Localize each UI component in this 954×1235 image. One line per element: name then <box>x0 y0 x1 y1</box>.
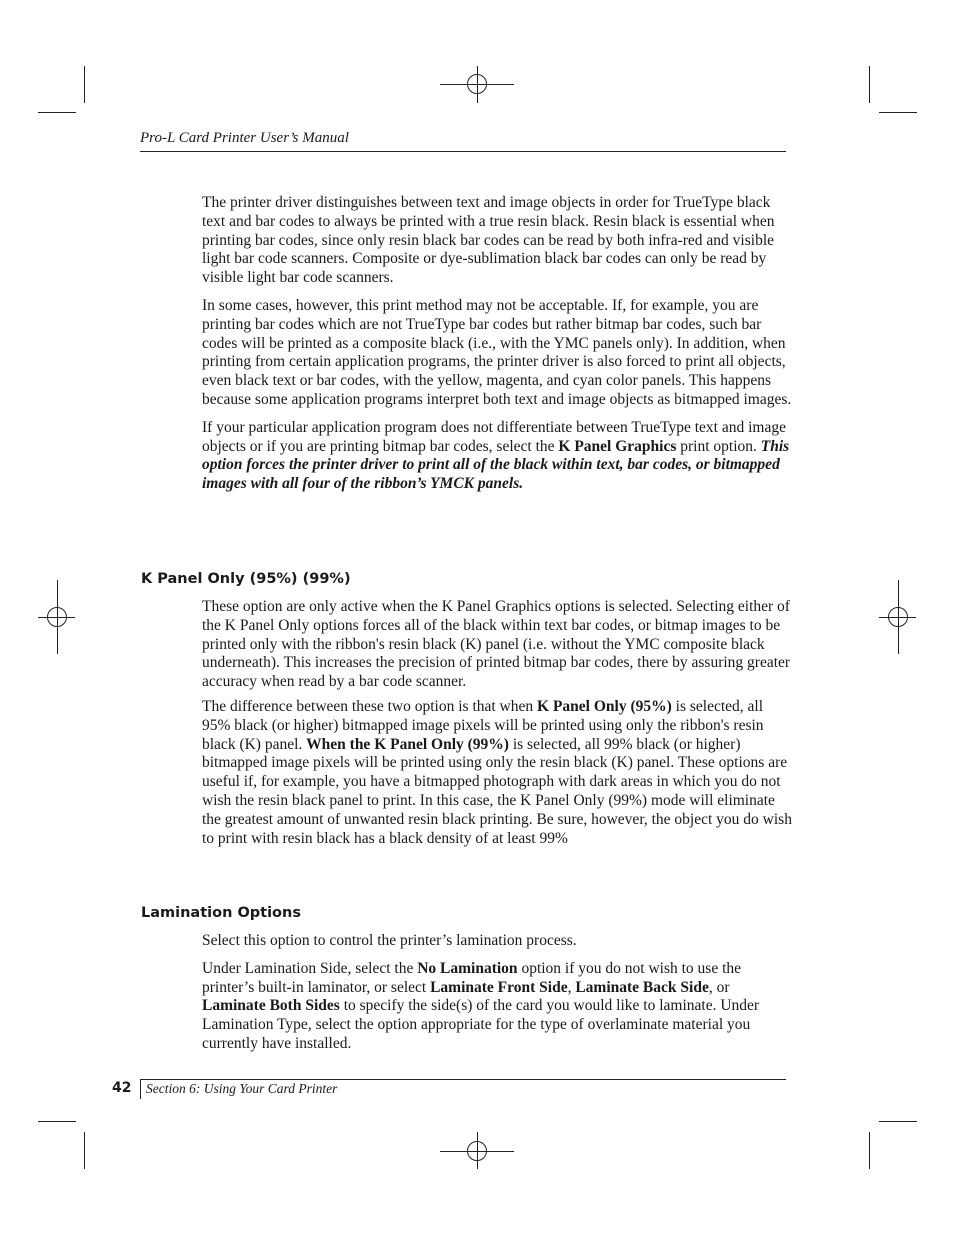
running-footer: Section 6: Using Your Card Printer <box>146 1081 338 1096</box>
footer-divider <box>140 1079 141 1099</box>
section-heading: K Panel Only (95%) (99%) <box>141 571 351 587</box>
text-run: , <box>567 978 576 996</box>
paragraph <box>202 698 792 848</box>
text-run: , or <box>708 978 730 996</box>
intro-section <box>202 194 792 494</box>
text-run: print option. <box>676 437 761 455</box>
section-heading: Lamination Options <box>141 905 301 921</box>
text-run: The difference between these two option is that when <box>202 697 538 715</box>
bold-term: When the K Panel Only (99%) <box>306 735 509 753</box>
paragraph <box>202 960 792 1054</box>
lamination-section <box>202 932 792 1054</box>
bold-term: Laminate Both Sides <box>202 997 340 1015</box>
paragraph <box>202 419 792 494</box>
text-run: is selected, all 99% black (or higher) bitmapped image pixels will be printed using only the resin black (K) panel. These options are useful if, for example, you have a bitmapped photograph with dark areas in which you do not wish the resin black panel to print. In this case, the K Panel Only (99%) mode will eliminate the greatest amount of unwanted resin black printing. Be sure, however, the object you do wish to print with resin black has a black density of at least 99% <box>202 735 792 847</box>
text-run: is selected, all 95% black (or higher) bitmapped image pixels will be printed using only the ribbon's resin black (K) panel. <box>202 697 764 753</box>
bold-term: Laminate Back Side <box>575 978 709 996</box>
bold-term: K Panel Only (95%) <box>537 697 672 715</box>
paragraph: In some cases, however, this print method may not be acceptable. If, for example, you are printing bar codes which are not TrueType bar codes but rather bitmap bar codes, such bar codes will be printed as a composite black (i.e., with the YMC panels only). In addition, when printing from certain application programs, the printer driver is also forced to print all objects, even black text or bar codes, with the yellow, magenta, and cyan color panels. This happens because some application programs interpret both text and image objects as bitmapped images. <box>202 296 792 408</box>
text-run: Under Lamination Side, select the <box>202 959 418 977</box>
paragraph: The printer driver distinguishes between text and image objects in order for TrueType black text and bar codes to always be printed with a true resin black. Resin black is essential when printing bar codes, since only resin black bar codes can be read by both infra-red and visible light bar code scanners. Composite or dye-sublimation black bar codes can only be read by visible light bar code scanners. <box>202 194 775 287</box>
running-header: Pro-L Card Printer User’s Manual <box>140 130 349 146</box>
bold-term: Laminate Front Side <box>430 978 568 996</box>
footer-rule <box>140 1079 786 1080</box>
k-panel-section <box>202 598 792 848</box>
emphasis-note: This option forces the printer driver to print all of the black within text, bar codes, or bitmapped images with all four of the ribbon’s YMCK panels. <box>202 437 790 493</box>
header-rule <box>140 151 786 152</box>
paragraph: Select this option to control the printer’s lamination process. <box>202 932 577 949</box>
paragraph: These option are only active when the K Panel Graphics options is selected. Selecting either of the K Panel Only options forces all of the black within text bar codes, or bitmap images to be printed only with the ribbon's resin black (K) panel (i.e. without the YMC composite black underneath). This increases the precision of printed bitmap bar codes, there by assuring greater accuracy when read by a bar code scanner. <box>202 598 791 691</box>
page-number: 42 <box>112 1080 132 1096</box>
bold-term: No Lamination <box>417 959 518 977</box>
text-run: If your particular application program does not differentiate between TrueType text and image objects or if you are printing bitmap bar codes, select the <box>202 418 786 455</box>
bold-term: K Panel Graphics <box>558 437 677 455</box>
text-run: option if you do not wish to use the printer’s built-in laminator, or select <box>202 959 742 996</box>
text-run: to specify the side(s) of the card you would like to laminate. Under Lamination Type, select the option appropriate for the type of overlaminate material you currently have installed. <box>202 997 760 1052</box>
